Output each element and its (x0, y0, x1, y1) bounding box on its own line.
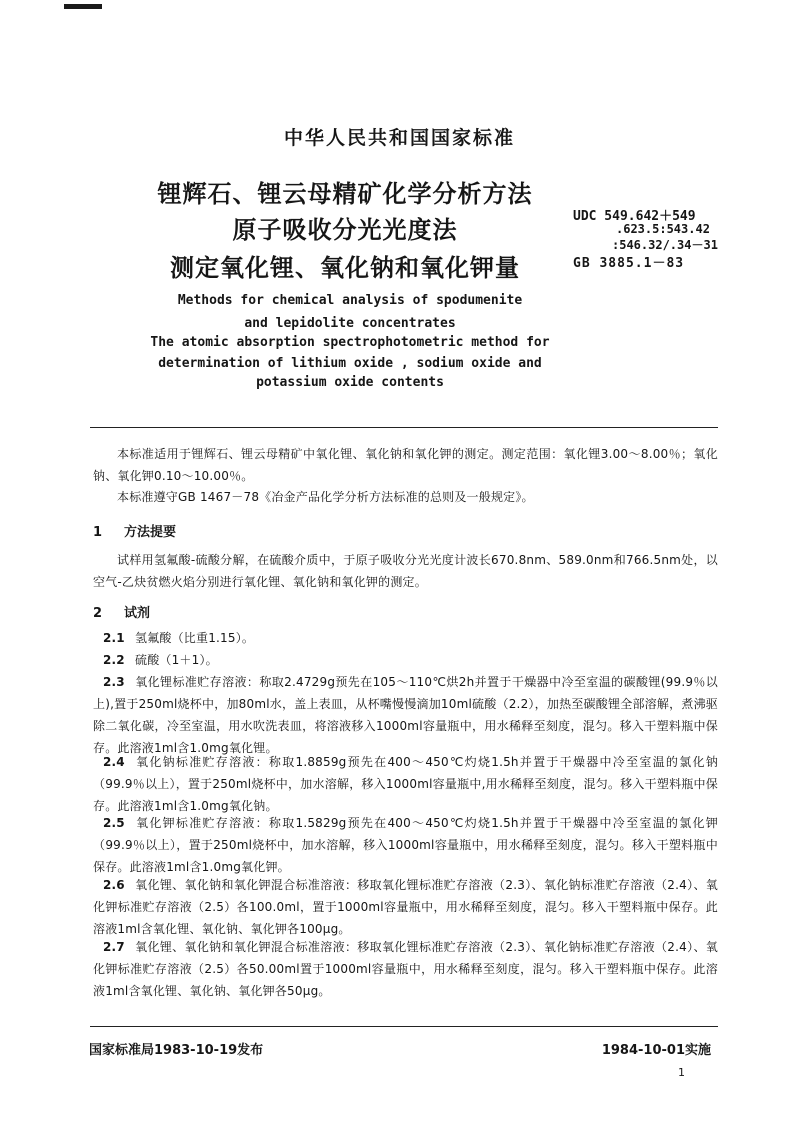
section-2-heading (93, 602, 150, 621)
method-summary-paragraph: 试样用氢氟酸-硫酸分解，在硫酸介质中，于原子吸收分光光度计波长670.8nm、589.0nm和766.5nm处，以空气-乙炔贫燃火焰分别进行氧化锂、氧化钠和氧化钾的测定。 (93, 553, 718, 589)
reagent-item-2-1 (103, 627, 718, 649)
title-line-1: 锂辉石、锂云母精矿化学分析方法 (157, 180, 533, 208)
reagent-item-2-4 (93, 751, 718, 817)
implementation-date: 1984-10-01实施 (601, 1043, 711, 1058)
reagent-item-2-3 (93, 671, 718, 759)
item-text: 氧化锂、氧化钠和氧化钾混合标准溶液：移取氧化锂标准贮存溶液（2.3）、氧化钠标准贮存溶液（2.4）、氧化钾标准贮存溶液（2.5）各50.00ml置于1000ml容量瓶中，用水稀释至刻度，混匀。移入干塑料瓶中保存。此溶液1ml含氧化锂、氧化钠、氧化钾各50μg。 (93, 940, 718, 998)
reagent-item-2-6 (93, 874, 718, 940)
item-text: 氢氟酸（比重1.15）。 (135, 631, 255, 645)
gb-number: GB 3885.1－83 (573, 256, 685, 271)
page-number: 1 (678, 1066, 685, 1079)
item-text: 氧化钠标准贮存溶液：称取1.8859g预先在400～450℃灼烧1.5h并置于干燥器中冷至室温的氯化钠（99.9％以上），置于250ml烧杯中，加水溶解，移入1000ml容量瓶中,用水稀释至刻度，混匀。移入干塑料瓶中保存。此溶液1ml含1.0mg氧化钠。 (93, 755, 718, 813)
item-text: 氧化锂、氧化钠和氧化钾混合标准溶液：移取氧化锂标准贮存溶液（2.3）、氧化钠标准贮存溶液（2.4）、氧化钾标准贮存溶液（2.5）各100.0ml，置于1000ml容量瓶中，用水稀释至刻度，混匀。移入干塑料瓶中保存。此溶液1ml含氧化锂、氧化钠、氧化钾各100μg。 (93, 878, 718, 936)
section-title: 试剂 (124, 606, 151, 621)
udc-code-line-1: UDC 549.642＋549 (573, 209, 696, 224)
item-text: 氧化钾标准贮存溶液：称取1.5829g预先在400～450℃灼烧1.5h并置于干燥器中冷至室温的氯化钾（99.9％以上），置于250ml烧杯中，加水溶解，移入1000ml容量瓶中，用水稀释至刻度，混匀。移入干塑料瓶中保存。此溶液1ml含1.0mg氧化钾。 (93, 816, 718, 874)
footer-divider (90, 1026, 718, 1027)
item-text: 氧化锂标准贮存溶液：称取2.4729g预先在105～110℃烘2h并置于干燥器中冷至室温的碳酸锂(99.9％以上),置于250ml烧杯中，加80ml水，盖上表皿，从杯嘴慢慢滴加10ml硫酸（2.2），加热至碳酸锂全部溶解，煮沸驱除二氧化碳，冷至室温，用水吹洗表皿，将溶液移入1000ml容量瓶中，用水稀释至刻度，混匀。移入干塑料瓶中保存。此溶液1ml含1.0mg氧化锂。 (93, 675, 718, 755)
item-number: 2.3 (103, 675, 125, 689)
english-title-line-3: The atomic absorption spectrophotometric method for (150, 335, 550, 350)
section-title: 方法提要 (124, 525, 177, 540)
header-divider (90, 427, 718, 428)
item-number: 2.6 (103, 878, 125, 892)
intro-compliance-paragraph: 本标准遵守GB 1467－78《冶金产品化学分析方法标准的总则及一般规定》。 (117, 490, 534, 504)
section-number: 2 (93, 606, 103, 621)
intro-scope-paragraph: 本标准适用于锂辉石、锂云母精矿中氧化锂、氧化钠和氧化钾的测定。测定范围：氧化锂3.00～8.00％；氧化钠、氧化钾0.10～10.00％。 (93, 447, 718, 483)
title-line-3: 测定氧化锂、氧化钠和氧化钾量 (170, 254, 520, 282)
reagent-item-2-2 (103, 649, 718, 671)
item-number: 2.4 (103, 755, 125, 769)
item-text: 硫酸（1＋1）。 (135, 653, 218, 667)
national-standard-heading: 中华人民共和国国家标准 (283, 127, 515, 149)
item-number: 2.7 (103, 940, 125, 954)
english-title-line-5: potassium oxide contents (256, 375, 444, 390)
reagent-item-2-5 (93, 812, 718, 878)
reagent-item-2-7 (93, 936, 718, 1002)
udc-code-line-3: :546.32/.34－31 (612, 238, 718, 252)
udc-code-line-2: .623.5:543.42 (616, 222, 710, 236)
item-number: 2.1 (103, 631, 125, 645)
item-number: 2.5 (103, 816, 125, 830)
english-title-line-1: Methods for chemical analysis of spodumenite (177, 293, 523, 308)
title-line-2: 原子吸收分光光度法 (232, 216, 458, 244)
english-title-line-2: and lepidolite concentrates (244, 316, 456, 331)
item-number: 2.2 (103, 653, 125, 667)
english-title-line-4: determination of lithium oxide , sodium oxide and (158, 356, 542, 371)
issue-date: 国家标准局1983-10-19发布 (89, 1043, 264, 1058)
scan-mark (64, 4, 102, 9)
section-number: 1 (93, 525, 103, 540)
section-1-heading (93, 521, 176, 540)
